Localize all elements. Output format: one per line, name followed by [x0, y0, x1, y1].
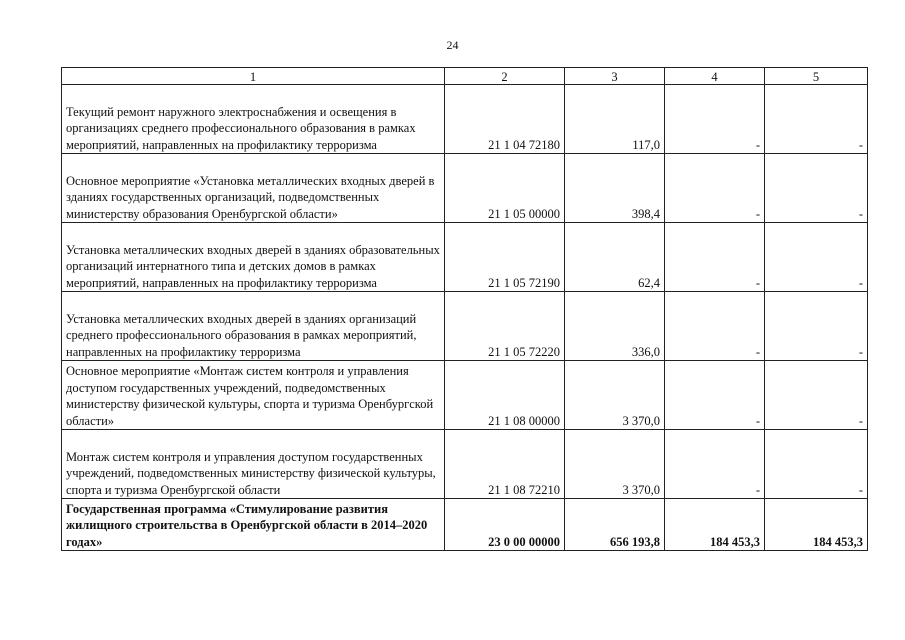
row-value-col5: - — [765, 292, 868, 361]
table-row — [62, 223, 868, 292]
table-row — [62, 292, 868, 361]
row-value-col5: - — [765, 223, 868, 292]
table-row — [62, 361, 868, 430]
row-value-col3: 398,4 — [565, 154, 665, 223]
page-number: 24 — [446, 38, 459, 52]
budget-table — [61, 67, 868, 551]
row-value-col3: 62,4 — [565, 223, 665, 292]
row-code: 23 0 00 00000 — [445, 499, 565, 551]
row-value-col5: - — [765, 85, 868, 154]
table-row-total — [62, 499, 868, 551]
row-value-col3: 656 193,8 — [565, 499, 665, 551]
row-name: Установка металлических входных дверей в зданиях образовательных организаций интернатного типа и детских домов в рамках мероприятий, направленных на профилактику терроризма — [62, 223, 445, 292]
row-code: 21 1 08 00000 — [445, 361, 565, 430]
row-value-col4: - — [665, 154, 765, 223]
row-value-col4: 184 453,3 — [665, 499, 765, 551]
row-value-col4: - — [665, 223, 765, 292]
row-name: Монтаж систем контроля и управления доступом государственных учреждений, подведомственных министерству физической культуры, спорта и туризма Оренбургской области — [62, 430, 445, 499]
row-name: Основное мероприятие «Установка металлических входных дверей в зданиях государственных организаций, подведомственных министерству образования Оренбургской области» — [62, 154, 445, 223]
header-col-5: 5 — [765, 68, 868, 85]
row-name: Установка металлических входных дверей в зданиях организаций среднего профессионального образования в рамках мероприятий, направленных на профилактику терроризма — [62, 292, 445, 361]
row-value-col3: 3 370,0 — [565, 361, 665, 430]
row-code: 21 1 05 72190 — [445, 223, 565, 292]
row-name: Основное мероприятие «Монтаж систем контроля и управления доступом государственных учреждений, подведомственных министерству физической культуры, спорта и туризма Оренбургской области» — [62, 361, 445, 430]
header-col-1: 1 — [62, 68, 445, 85]
row-value-col5: - — [765, 361, 868, 430]
row-value-col4: - — [665, 361, 765, 430]
table-row — [62, 430, 868, 499]
row-value-col4: - — [665, 430, 765, 499]
row-value-col3: 117,0 — [565, 85, 665, 154]
row-code: 21 1 05 00000 — [445, 154, 565, 223]
row-value-col4: - — [665, 292, 765, 361]
table-row — [62, 154, 868, 223]
table-header — [62, 68, 868, 85]
row-value-col3: 336,0 — [565, 292, 665, 361]
row-name: Текущий ремонт наружного электроснабжения и освещения в организациях среднего профессионального образования в рамках мероприятий, направленных на профилактику терроризма — [62, 85, 445, 154]
header-col-2: 2 — [445, 68, 565, 85]
row-code: 21 1 05 72220 — [445, 292, 565, 361]
row-code: 21 1 08 72210 — [445, 430, 565, 499]
row-name: Государственная программа «Стимулирование развития жилищного строительства в Оренбургской области в 2014–2020 годах» — [62, 499, 445, 551]
header-col-4: 4 — [665, 68, 765, 85]
header-col-3: 3 — [565, 68, 665, 85]
row-value-col5: - — [765, 154, 868, 223]
row-code: 21 1 04 72180 — [445, 85, 565, 154]
row-value-col5: - — [765, 430, 868, 499]
row-value-col5: 184 453,3 — [765, 499, 868, 551]
row-value-col3: 3 370,0 — [565, 430, 665, 499]
table-row — [62, 85, 868, 154]
row-value-col4: - — [665, 85, 765, 154]
table-body — [62, 85, 868, 551]
